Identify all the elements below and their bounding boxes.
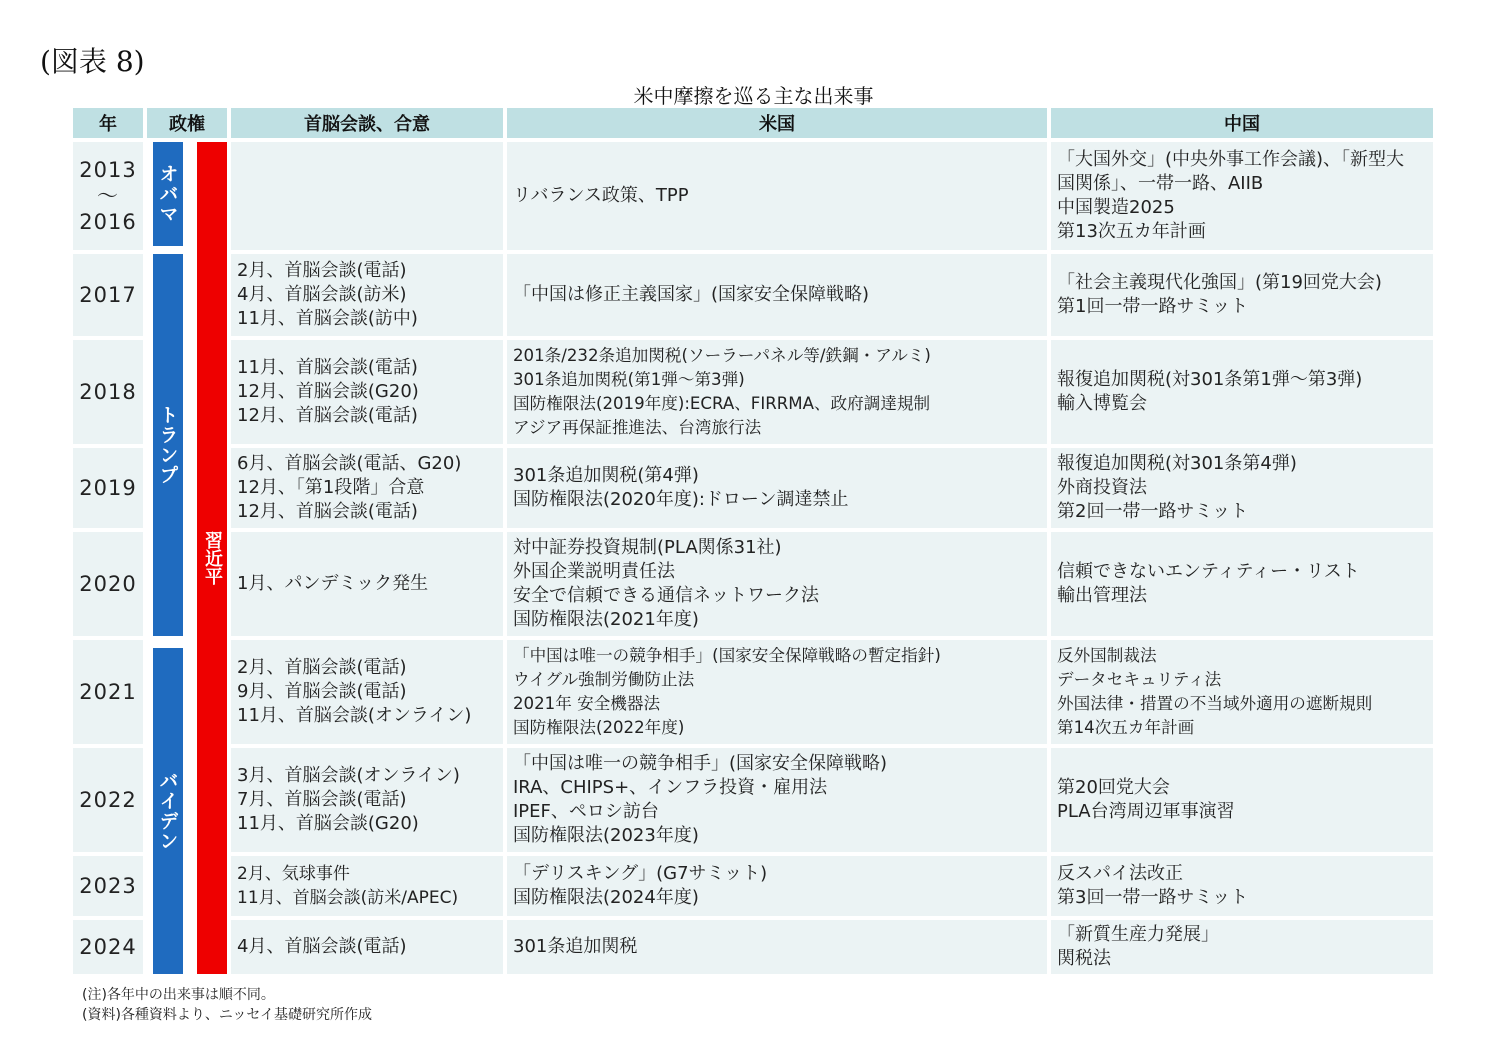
row-china: 「新質生産力発展」 関税法: [1057, 924, 1219, 969]
header-year: 年: [73, 108, 143, 138]
row-summits: 11月、首脳会談(電話) 12月、首脳会談(G20) 12月、首脳会談(電話): [237, 357, 419, 426]
row-summits: 3月、首脳会談(オンライン) 7月、首脳会談(電話) 11月、首脳会談(G20): [237, 765, 460, 834]
admin-label-xi: 習近平: [202, 531, 223, 585]
figure-label: (図表 8): [40, 45, 145, 78]
footnotes: [82, 985, 372, 1025]
row-us: 「デリスキング」(G7サミット) 国防権限法(2024年度): [513, 863, 768, 908]
admin-label-trump: トランプ: [156, 405, 179, 485]
row-us: 「中国は唯一の競争相手」(国家安全保障戦略) IRA、CHIPS+、インフラ投資・雇用法 IPEF、ペロシ訪台 国防権限法(2023年度): [513, 753, 888, 846]
row-us: 201条/232条追加関税(ソーラーパネル等/鉄鋼・アルミ) 301条追加関税(第1弾～第3弾) 国防権限法(2019年度):ECRA、FIRRMA、政府調達規制 アジア再保証推進法、台湾旅行法: [513, 346, 931, 437]
row-us: 「中国は唯一の競争相手」(国家安全保障戦略の暫定指針) ウイグル強制労働防止法 2021年 安全機器法 国防権限法(2022年度): [513, 646, 941, 737]
header-summits: 首脳会談、合意: [231, 108, 503, 138]
row-year: 2013 ～ 2016: [79, 158, 137, 234]
admin-bar-trump: [153, 254, 183, 636]
row-china: 「大国外交」(中央外事工作会議)、「新型大 国関係」、一帯一路、AIIB 中国製造2025 第13次五カ年計画: [1057, 149, 1405, 242]
row-us: 「中国は修正主義国家」(国家安全保障戦略): [513, 284, 870, 305]
row-china: 信頼できないエンティティー・リスト 輸出管理法: [1057, 561, 1360, 606]
row-year: 2023: [79, 874, 137, 898]
row-year: 2024: [79, 935, 137, 959]
row-summits: [231, 142, 503, 250]
source-text: (資料)各種資料より、ニッセイ基礎研究所作成: [82, 1007, 372, 1023]
row-summits: 6月、首脳会談(電話、G20) 12月、「第1段階」合意 12月、首脳会談(電話): [237, 453, 462, 522]
row-china: 報復追加関税(対301条第1弾～第3弾) 輸入博覧会: [1057, 369, 1363, 414]
row-china: 「社会主義現代化強国」(第19回党大会) 第1回一帯一路サミット: [1057, 272, 1382, 317]
row-china: 第20回党大会 PLA台湾周辺軍事演習: [1057, 777, 1235, 822]
row-china: 反スパイ法改正 第3回一帯一路サミット: [1057, 863, 1249, 908]
row-us: 301条追加関税: [513, 936, 638, 957]
admin-bar-xi: [197, 142, 227, 974]
row-year: 2019: [79, 476, 137, 500]
admin-label-biden: バイデン: [156, 771, 179, 851]
row-summits: 4月、首脳会談(電話): [237, 936, 407, 957]
row-year: 2018: [79, 380, 137, 404]
note-text: (注)各年中の出来事は順不同。: [82, 987, 275, 1003]
row-china: 反外国制裁法 データセキュリティ法 外国法律・措置の不当域外適用の遮断規則 第14次五カ年計画: [1057, 646, 1373, 737]
row-summits: 2月、気球事件 11月、首脳会談(訪米/APEC): [237, 864, 459, 908]
row-summits: 2月、首脳会談(電話) 4月、首脳会談(訪米) 11月、首脳会談(訪中): [237, 260, 418, 329]
row-china: 報復追加関税(対301条第4弾) 外商投資法 第2回一帯一路サミット: [1057, 453, 1297, 522]
row-year: 2022: [79, 788, 137, 812]
events-table: [73, 108, 1433, 974]
header-china: 中国: [1051, 108, 1433, 138]
row-us: 対中証券投資規制(PLA関係31社) 外国企業説明責任法 安全で信頼できる通信ネットワーク法 国防権限法(2021年度): [513, 537, 819, 630]
header-admin: 政権: [147, 108, 227, 138]
row-us: 301条追加関税(第4弾) 国防権限法(2020年度):ドローン調達禁止: [513, 465, 849, 510]
admin-bar-obama: [153, 142, 183, 246]
row-us: リバランス政策、TPP: [513, 185, 689, 206]
table-title: 米中摩擦を巡る主な出来事: [633, 84, 874, 108]
row-year: 2021: [79, 680, 137, 704]
row-summits: 2月、首脳会談(電話) 9月、首脳会談(電話) 11月、首脳会談(オンライン): [237, 657, 472, 726]
header-us: 米国: [507, 108, 1047, 138]
admin-label-obama: オバマ: [156, 164, 179, 224]
row-summits: 1月、パンデミック発生: [237, 573, 429, 594]
row-year: 2020: [79, 572, 137, 596]
row-year: 2017: [79, 283, 137, 307]
admin-bar-biden: [153, 648, 183, 974]
